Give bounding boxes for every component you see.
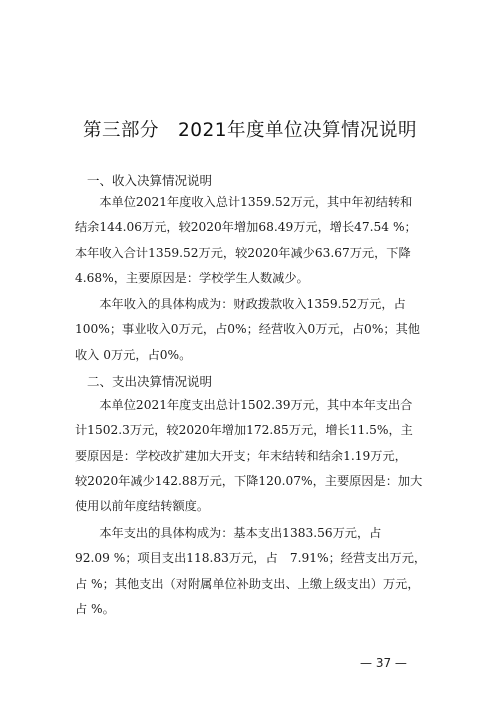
text-line: 占 %。 bbox=[75, 601, 115, 616]
page-title: 第三部分 2021年度单位决算情况说明 bbox=[82, 120, 418, 141]
paragraph-income-composition bbox=[75, 292, 432, 368]
section-heading-income: 一、收入决算情况说明 bbox=[87, 173, 213, 188]
text-line: 本年收入合计1359.52万元，较2020年减少63.67万元，下降 bbox=[75, 245, 411, 260]
text-line: 92.09 %；项目支出118.83万元，占 7.91%；经营支出万元， bbox=[75, 551, 427, 566]
paragraph-expenditure-composition bbox=[75, 521, 432, 622]
text-line: 占 %；其他支出（对附属单位补助支出、上缴上级支出）万元， bbox=[75, 576, 420, 591]
paragraph-expenditure-summary bbox=[75, 393, 432, 519]
text-line: 使用以前年度结转额度。 bbox=[75, 499, 210, 514]
text-line: 要原因是：学校改扩建加大开支；年末结转和结余1.19万元， bbox=[75, 448, 407, 463]
text-line: 100%；事业收入0万元，占0%；经营收入0万元，占0%；其他 bbox=[75, 322, 420, 337]
text-line: 收入 0万元，占0%。 bbox=[75, 347, 192, 362]
text-line: 结余144.06万元，较2020年增加68.49万元，增长47.54 %； bbox=[75, 220, 417, 235]
page-number: — 37 — bbox=[360, 656, 407, 670]
text-line: 本单位2021年度支出总计1502.39万元，其中本年支出合 bbox=[75, 398, 413, 412]
section-heading-expenditure: 二、支出决算情况说明 bbox=[87, 374, 213, 389]
text-line: 本单位2021年度收入总计1359.52万元，其中年初结转和 bbox=[75, 195, 413, 209]
text-line: 4.68%，主要原因是：学校学生人数减少。 bbox=[75, 270, 309, 285]
paragraph-income-summary bbox=[75, 190, 432, 291]
text-line: 本年支出的具体构成为：基本支出1383.56万元，占 bbox=[75, 526, 382, 540]
text-line: 计1502.3万元，较2020年增加172.85万元，增长11.5%，主 bbox=[75, 423, 413, 438]
text-line: 较2020年减少142.88万元，下降120.07%，主要原因是：加大 bbox=[75, 473, 423, 488]
text-line: 本年收入的具体构成为：财政拨款收入1359.52万元，占 bbox=[75, 297, 406, 311]
